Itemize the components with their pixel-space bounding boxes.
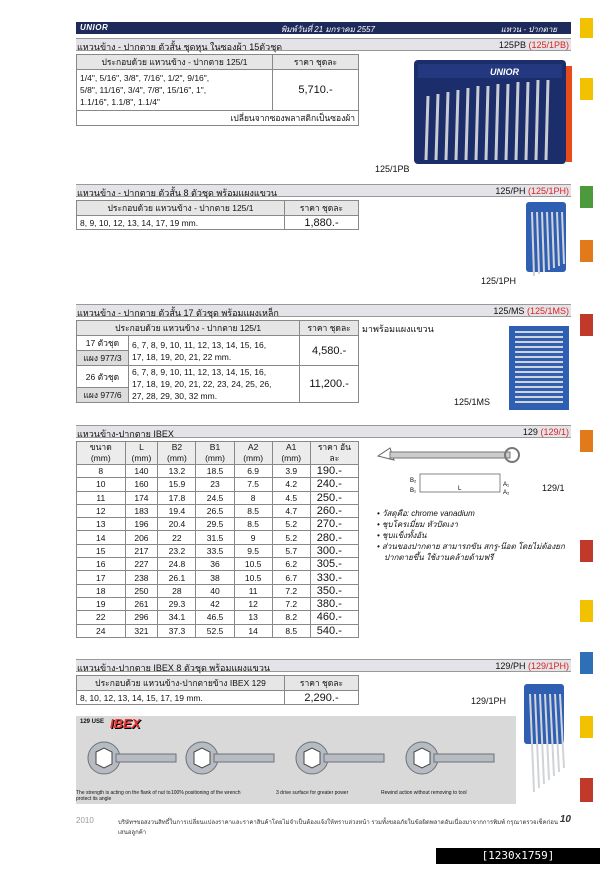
section-title: แหวนข้าง - ปากตาย ตัวสั้น 8 ตัวชุด พร้อมแผงแขวน xyxy=(77,188,278,198)
side-tab xyxy=(580,314,593,336)
banner-caption: Rewind action without removing to tool xyxy=(381,790,467,796)
table-cell: 5.7 xyxy=(272,544,310,557)
table-cell: 26.1 xyxy=(158,571,196,584)
price-cell: 540.- xyxy=(310,624,358,637)
table-cell: 7.5 xyxy=(234,478,272,491)
table-cell: 9 xyxy=(234,531,272,544)
photo-caption: 129/1 xyxy=(542,483,565,493)
sizes-cell xyxy=(129,366,300,403)
section-header xyxy=(76,425,571,438)
table-cell: 33.5 xyxy=(196,544,234,557)
table-cell: 4.7 xyxy=(272,504,310,517)
table-cell: 13.2 xyxy=(158,465,196,478)
table-cell: 22 xyxy=(158,531,196,544)
watermark: [1230x1759] http://upic.me/ xyxy=(436,848,600,864)
table-cell: 160 xyxy=(125,478,158,491)
section-title: แหวนข้าง-ปากตาย IBEX 8 ตัวชุด พร้อมแผงแขวน xyxy=(77,663,271,673)
side-tab xyxy=(580,540,593,562)
col-price: ราคา ชุดละ xyxy=(285,201,359,216)
code-red: (125/1PB) xyxy=(528,40,569,50)
column-header: B2 (mm) xyxy=(158,442,196,465)
table-cell: 17 xyxy=(77,571,126,584)
price-cell: 240.- xyxy=(310,478,358,491)
section-title: แหวนข้าง-ปากตาย IBEX xyxy=(77,429,174,439)
table-body xyxy=(77,465,359,638)
table-cell: 217 xyxy=(125,544,158,557)
side-tab xyxy=(580,18,593,38)
table-cell: 28 xyxy=(158,584,196,597)
price: 4,580.- xyxy=(300,336,359,366)
feature-item: • ชุบโครเมี่ยม หัวปัดเงา xyxy=(377,520,458,529)
col-price: ราคา ชุดละ xyxy=(285,676,359,691)
price-cell: 300.- xyxy=(310,544,358,557)
table-cell: 34.1 xyxy=(158,611,196,624)
table-row xyxy=(77,531,359,544)
table-cell: 250 xyxy=(125,584,158,597)
price: 5,710.- xyxy=(273,70,359,111)
side-tab xyxy=(580,600,593,622)
sizes-line: 5/8", 11/16", 3/4", 7/8", 15/16", 1", xyxy=(80,85,207,95)
side-tab xyxy=(580,716,593,738)
table-cell: 24.5 xyxy=(196,491,234,504)
table-cell: 227 xyxy=(125,558,158,571)
table-row xyxy=(77,571,359,584)
code-red: (125/1PH) xyxy=(527,186,569,196)
footer-disclaimer: บริษัทฯขอสงวนสิทธิ์ในการเปลี่ยนแปลงราคาและราคาสินค้าโดยไม่จำเป็นต้องแจ้งให้ทราบล่วงหน้า รวมทั้งขออภัยในข้อผิดพลาดอันเนื่องมาจากการพิมพ์ กรุณาตรวจเช็คก่อนเสนอลูกค้า xyxy=(118,820,558,836)
table-cell: 42 xyxy=(196,597,234,610)
side-tab xyxy=(580,240,593,262)
table-cell: 9.5 xyxy=(234,544,272,557)
footer-year: 2010 xyxy=(76,816,94,825)
table-cell: 12 xyxy=(234,597,272,610)
photo-caption: 125/1PH xyxy=(481,276,517,286)
photo-caption: 125/1MS xyxy=(454,397,491,407)
banner-caption: The strength is acting on the flank of nut to protect its angle xyxy=(76,790,171,802)
table-row xyxy=(77,558,359,571)
col-composition: ประกอบด้วย แหวนข้าง - ปากตาย 125/1 xyxy=(77,201,285,216)
table-cell: 37.3 xyxy=(158,624,196,637)
table-cell: 22 xyxy=(77,611,126,624)
spec-table xyxy=(76,320,359,403)
table-row xyxy=(77,465,359,478)
table-cell: 20.4 xyxy=(158,518,196,531)
column-header: A2 (mm) xyxy=(234,442,272,465)
price-cell: 280.- xyxy=(310,531,358,544)
table-row xyxy=(77,478,359,491)
table-cell: 12 xyxy=(77,504,126,517)
code: 125/MS xyxy=(493,306,525,316)
code: 129/PH xyxy=(495,661,526,671)
product-code xyxy=(495,186,569,196)
side-tab xyxy=(580,78,593,100)
board-label: แผง 977/6 xyxy=(77,388,129,403)
spec-table xyxy=(76,54,359,126)
table-cell: 29.3 xyxy=(158,597,196,610)
product-code xyxy=(493,306,569,316)
set-label: 17 ตัวชุด xyxy=(77,336,129,351)
ibex-usage-banner xyxy=(76,716,516,804)
section-title: แหวนข้าง - ปากตาย ตัวสั้น 17 ตัวชุด พร้อมแผงเหล็ก xyxy=(77,308,279,318)
section-header xyxy=(76,38,571,51)
note: เปลี่ยนจากซองพลาสติกเป็นซองผ้า xyxy=(77,111,359,126)
code: 125PB xyxy=(498,40,526,50)
table-cell: 8.5 xyxy=(272,624,310,637)
section-title: แหวนข้าง - ปากตาย ตัวสั้น ชุดหุน ในซองผ้า 15ตัวชุด xyxy=(77,42,283,52)
table-cell: 46.5 xyxy=(196,611,234,624)
table-cell: 261 xyxy=(125,597,158,610)
price-cell: 270.- xyxy=(310,518,358,531)
section-ibex-129ph xyxy=(76,659,571,704)
ms-note: มาพร้อมแผงแขวน xyxy=(362,324,434,334)
price: 2,290.- xyxy=(285,691,359,705)
code-red: (129/1PH) xyxy=(527,661,569,671)
table-cell: 18.5 xyxy=(196,465,234,478)
sizes-line: 1.1/16", 1.1/8", 1.1/4" xyxy=(80,97,160,107)
table-cell: 8 xyxy=(234,491,272,504)
table-cell: 10 xyxy=(77,478,126,491)
section-header xyxy=(76,304,571,317)
svg-text:UNIOR: UNIOR xyxy=(490,67,519,77)
col-price: ราคา ชุดละ xyxy=(273,55,359,70)
section-header xyxy=(76,184,571,197)
table-cell: 8.2 xyxy=(272,611,310,624)
sizes-cell: 8, 9, 10, 12, 13, 14, 17, 19 mm. xyxy=(77,216,285,230)
price: 11,200.- xyxy=(300,366,359,403)
col-composition: ประกอบด้วย แหวนข้าง - ปากตาย 125/1 xyxy=(77,321,300,336)
table-cell: 10.5 xyxy=(234,571,272,584)
ibex-logo: IBEX xyxy=(110,716,141,731)
section-125ms xyxy=(76,304,571,401)
table-cell: 40 xyxy=(196,584,234,597)
sizes-line: 27, 28, 29, 30, 32 mm. xyxy=(132,391,218,401)
sizes-line: 6, 7, 8, 9, 10, 11, 12, 13, 14, 15, 16, xyxy=(132,367,267,377)
brand-logo: UNIOR xyxy=(80,23,109,32)
table-row xyxy=(77,491,359,504)
price-cell: 305.- xyxy=(310,558,358,571)
table-cell: 14 xyxy=(77,531,126,544)
code-red: (125/1MS) xyxy=(526,306,569,316)
table-row xyxy=(77,504,359,517)
svg-text:B₂: B₂ xyxy=(410,478,417,484)
table-cell: 6.7 xyxy=(272,571,310,584)
sizes-line: 17, 18, 19, 20, 21, 22, 23, 24, 25, 26, xyxy=(132,379,272,389)
ibex-hanger-photo xyxy=(520,680,572,798)
price-cell: 380.- xyxy=(310,597,358,610)
col-composition: ประกอบด้วย แหวนข้าง-ปากตายข้าง IBEX 129 xyxy=(77,676,285,691)
price-cell: 330.- xyxy=(310,571,358,584)
table-cell: 4.5 xyxy=(272,491,310,504)
section-header xyxy=(76,659,571,672)
table-row xyxy=(77,518,359,531)
print-date: พิมพ์วันที่ 21 มกราคม 2557 xyxy=(281,25,375,34)
table-cell: 174 xyxy=(125,491,158,504)
feature-item: • วัสดุคือ: chrome vanadium xyxy=(377,509,475,518)
sizes-cell xyxy=(129,336,300,366)
svg-text:A₁: A₁ xyxy=(503,482,510,488)
table-cell: 13 xyxy=(77,518,126,531)
hanger-set-photo xyxy=(522,200,572,280)
side-tab xyxy=(580,652,593,674)
price-cell: 460.- xyxy=(310,611,358,624)
table-row xyxy=(77,544,359,557)
side-tab xyxy=(580,186,593,208)
product-code xyxy=(523,427,569,437)
table-cell: 15 xyxy=(77,544,126,557)
table-cell: 6.9 xyxy=(234,465,272,478)
table-cell: 26.5 xyxy=(196,504,234,517)
page-header xyxy=(76,22,571,34)
table-cell: 8.5 xyxy=(234,518,272,531)
table-row xyxy=(77,611,359,624)
svg-text:L: L xyxy=(458,486,462,492)
side-tab xyxy=(580,430,593,452)
photo-caption: 129/1PH xyxy=(471,696,507,706)
sizes-line: 1/4", 5/16", 3/8", 7/16", 1/2", 9/16", xyxy=(80,73,210,83)
spec-table xyxy=(76,200,359,230)
table-header-row xyxy=(77,442,359,465)
table-cell: 3.9 xyxy=(272,465,310,478)
table-cell: 31.5 xyxy=(196,531,234,544)
table-cell: 17.8 xyxy=(158,491,196,504)
table-row xyxy=(77,624,359,637)
svg-text:B₁: B₁ xyxy=(410,488,417,494)
table-cell: 321 xyxy=(125,624,158,637)
table-cell: 206 xyxy=(125,531,158,544)
table-cell: 8.5 xyxy=(234,504,272,517)
table-cell: 23.2 xyxy=(158,544,196,557)
table-cell: 6.2 xyxy=(272,558,310,571)
photo-caption: 125/1PB xyxy=(375,164,410,174)
product-code xyxy=(499,40,569,50)
product-code xyxy=(495,661,569,671)
table-cell: 5.2 xyxy=(272,518,310,531)
ibex-spec-table xyxy=(76,441,359,638)
table-cell: 36 xyxy=(196,558,234,571)
side-tab xyxy=(580,778,593,802)
table-cell: 8 xyxy=(77,465,126,478)
table-cell: 14 xyxy=(234,624,272,637)
ibex-diagram xyxy=(372,442,522,504)
table-cell: 23 xyxy=(196,478,234,491)
sizes-cell: 8, 10, 12, 13, 14, 15, 17, 19 mm. xyxy=(77,691,285,705)
section-125ph xyxy=(76,184,571,229)
category-label: แหวน - ปากตาย xyxy=(500,25,557,34)
table-cell: 38 xyxy=(196,571,234,584)
table-cell: 29.5 xyxy=(196,518,234,531)
table-cell: 140 xyxy=(125,465,158,478)
feature-item: • ชุบแข็งทั้งอัน xyxy=(377,531,427,540)
price: 1,880.- xyxy=(285,216,359,230)
sizes-line: 6, 7, 8, 9, 10, 11, 12, 13, 14, 15, 16, xyxy=(132,339,267,350)
table-cell: 183 xyxy=(125,504,158,517)
code: 129 xyxy=(522,427,538,437)
col-composition: ประกอบด้วย แหวนข้าง - ปากตาย 125/1 xyxy=(77,55,273,70)
table-cell: 11 xyxy=(77,491,126,504)
table-cell: 5.2 xyxy=(272,531,310,544)
svg-text:A₂: A₂ xyxy=(503,490,510,496)
table-cell: 19.4 xyxy=(158,504,196,517)
column-header: A1 (mm) xyxy=(272,442,310,465)
column-header: ขนาด (mm) xyxy=(77,442,126,465)
table-cell: 196 xyxy=(125,518,158,531)
table-cell: 4.2 xyxy=(272,478,310,491)
table-cell: 24 xyxy=(77,624,126,637)
price-cell: 350.- xyxy=(310,584,358,597)
table-cell: 19 xyxy=(77,597,126,610)
table-cell: 10.5 xyxy=(234,558,272,571)
table-cell: 238 xyxy=(125,571,158,584)
table-cell: 13 xyxy=(234,611,272,624)
table-cell: 11 xyxy=(234,584,272,597)
spec-table xyxy=(76,675,359,705)
code: 125/PH xyxy=(495,186,526,196)
table-cell: 15.9 xyxy=(158,478,196,491)
price-cell: 190.- xyxy=(310,465,358,478)
board-label: แผง 977/3 xyxy=(77,351,129,366)
table-cell: 24.8 xyxy=(158,558,196,571)
table-cell: 18 xyxy=(77,584,126,597)
column-header: L (mm) xyxy=(125,442,158,465)
sizes-cell xyxy=(77,70,273,111)
banner-caption: 3 drive surface for greater power xyxy=(276,790,349,796)
code-red: (129/1) xyxy=(540,427,569,437)
table-cell: 296 xyxy=(125,611,158,624)
table-cell: 7.2 xyxy=(272,597,310,610)
column-header: ราคา อันละ xyxy=(310,442,358,465)
page-number: 10 xyxy=(559,814,571,825)
wrench-roll-photo xyxy=(414,56,574,168)
col-price: ราคา ชุดละ xyxy=(300,321,359,336)
usage-illustrations xyxy=(76,732,516,788)
feature-list xyxy=(376,508,576,563)
banner-caption: 100% positioning of the wrench xyxy=(171,790,241,796)
price-cell: 250.- xyxy=(310,491,358,504)
use-label: 129 USE xyxy=(80,719,105,725)
sizes-line: 17, 18, 19, 20, 21, 22 mm. xyxy=(132,351,232,362)
table-cell: 52.5 xyxy=(196,624,234,637)
set-label: 26 ตัวชุด xyxy=(77,366,129,388)
table-cell: 7.2 xyxy=(272,584,310,597)
table-row xyxy=(77,597,359,610)
price-cell: 260.- xyxy=(310,504,358,517)
table-cell: 16 xyxy=(77,558,126,571)
metal-rack-photo xyxy=(505,322,573,412)
table-row xyxy=(77,584,359,597)
column-header: B1 (mm) xyxy=(196,442,234,465)
feature-item: • ส่วนของปากตาย สามารถขัน สกรู-น๊อต โดยไม่ต้องยก ปากตายขึ้น ใช้งานคล้ายด้ามฟรี xyxy=(377,542,565,562)
